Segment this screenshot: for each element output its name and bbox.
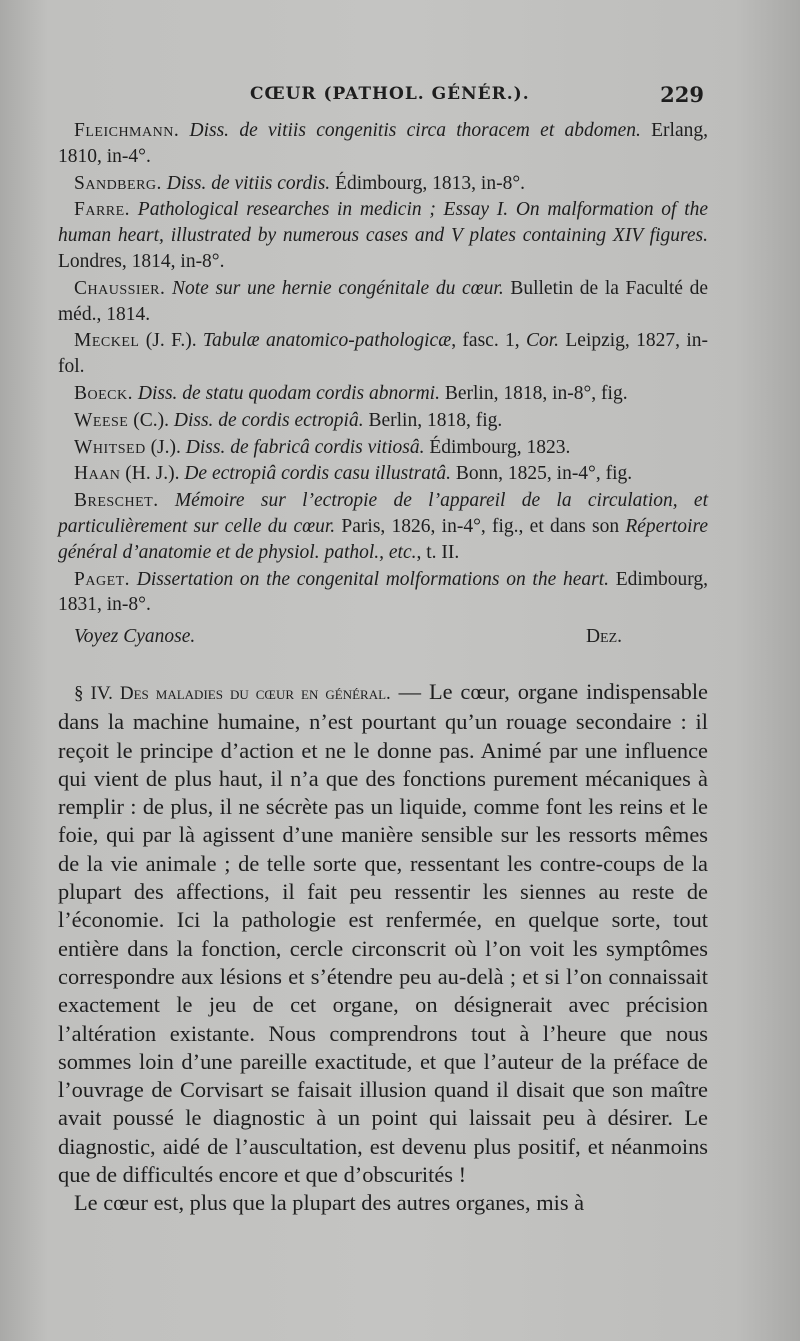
entry-title: Diss. de fabricâ cordis vitiosâ. <box>185 436 425 458</box>
entry-text: Bulletin de la Faculté de méd., 1814. <box>58 277 708 325</box>
entry-author: Chaussier. <box>74 277 166 299</box>
entry-text <box>130 199 138 220</box>
entry-text: Édimbourg, 1813, in-8°. <box>330 172 526 194</box>
entry-text: Leipzig, 1827, in-fol. <box>58 330 708 378</box>
entry-text: Édimbourg, 1823. <box>424 436 571 458</box>
entry-text: Berlin, 1818, fig. <box>363 409 503 431</box>
section-paragraph-2: Le cœur est, plus que la plupart des autres organes, mis à <box>74 1190 585 1216</box>
entry-text <box>179 120 189 141</box>
entry-author: Sandberg. <box>74 172 162 194</box>
section-body <box>58 678 708 1218</box>
entry-title: Cor. <box>525 330 560 352</box>
entry-text: Edimbourg, 1831, in-8°. <box>58 568 709 616</box>
entry-author: Meckel <box>74 330 140 352</box>
bibliography-entry <box>58 435 708 461</box>
entry-text <box>159 490 175 511</box>
page-number: 229 <box>660 82 704 107</box>
bibliography-entry <box>58 461 708 487</box>
see-also: Voyez Cyanose. <box>74 626 196 648</box>
entry-text: , t. II. <box>416 541 460 563</box>
heading-dash: — <box>390 679 429 704</box>
entry-text: Bonn, 1825, in-4°, fig. <box>451 463 633 485</box>
bibliography-list <box>58 118 708 618</box>
entry-text <box>130 569 137 590</box>
entry-author: Fleichmann. <box>74 120 180 141</box>
page-header <box>0 84 800 110</box>
bibliography-entry <box>58 408 708 434</box>
bibliography-entry <box>58 197 708 274</box>
entry-text: (J. F.). <box>139 330 203 352</box>
entry-title: Note sur une hernie congénitale du cœur. <box>171 277 504 299</box>
entry-author: Farre. <box>74 199 131 221</box>
running-head: CŒUR (PATHOL. GÉNÉR.). <box>250 84 530 104</box>
bibliography-entry <box>58 171 708 197</box>
entry-title: Pathological researches in medicin ; Essay I. On malformation of the human heart, illustrated by numerous cases and V plates containing XIV figures. <box>58 199 709 247</box>
signoff-line <box>58 624 708 650</box>
section-heading: § IV. Des maladies du cœur en général. <box>74 683 391 704</box>
entry-title: Dissertation on the congenital molformations on the heart. <box>136 568 610 590</box>
entry-title: Diss. de cordis ectropiâ. <box>173 409 364 431</box>
entry-text <box>165 278 172 299</box>
entry-text: , fasc. 1, <box>451 330 526 352</box>
paragraph-1-text: Le cœur, organe indispensable dans la machine humaine, n’est pourtant qu’un rouage secondaire : il reçoit le principe d’action et ne le donne pas. Animé par une influence qui vient de plus haut, il n’a que des fonctions purement mécaniques à remplir : de plus, il ne sécrète pas un liquide, comme font les reins et le foie, qui par là agissent d’une manière sensible sur les ressorts mêmes de la vie animale ; de telle sorte que, ressentant les contre-coups de la plupart des affections, il fait peu ressentir les siennes au reste de l’économie. Ici la pathologie est renfermée, en quelque sorte, tout entière dans la fonction, cercle circonscrit où l’on voit les symptômes correspondre aux lésions et s’étendre peu au-delà ; et si l’on connaissait exactement le jeu de cet organe, on désignerait avec précision l’altération existante. Nous comprendrons tout à l’heure que nous sommes loin d’une pareille exactitude, et que l’auteur de la préface de l’ouvrage de Corvisart se faisait illusion quand il disait que son maître avait poussé le diagnostic à un point qui laissait peu à désirer. Le diagnostic, aidé de l’auscultation, est devenu plus positif, et néanmoins que de difficultés encore et que d’obscurités ! <box>58 679 708 1188</box>
entry-author: Breschet. <box>74 490 159 512</box>
entry-title: Diss. de statu quodam cordis abnormi. <box>137 382 440 404</box>
entry-title: Tabulæ anatomico-pathologicæ <box>202 330 452 352</box>
section-paragraph-1 <box>58 678 708 1189</box>
bibliography-entry <box>58 567 708 619</box>
entry-text: (H. J.). <box>120 463 185 485</box>
bibliography <box>58 118 708 650</box>
author-signature: Dez. <box>585 626 622 648</box>
entry-title: De ectropiâ cordis casu illustratâ. <box>184 463 452 485</box>
entry-title: Répertoire général d’anatomie et de physiol. pathol., etc. <box>58 515 708 563</box>
bibliography-entry <box>58 381 708 407</box>
bibliography-entry <box>58 276 708 328</box>
entry-title: Mémoire sur l’ectropie de l’appareil de la circulation, et particulièrement sur celle du cœur. <box>58 490 708 537</box>
bibliography-entry <box>58 118 708 170</box>
entry-author: Boeck. <box>74 382 133 404</box>
entry-author: Whitsed <box>74 436 146 458</box>
entry-text: Londres, 1814, in-8°. <box>58 250 225 272</box>
entry-text: Erlang, 1810, in-4°. <box>58 120 709 167</box>
entry-text: (C.). <box>128 409 174 431</box>
entry-author: Weese <box>74 409 129 431</box>
entry-title: Diss. de vitiis cordis. <box>166 172 331 194</box>
bibliography-entry <box>58 328 708 380</box>
entry-author: Haan <box>74 463 121 485</box>
entry-title: Diss. de vitiis congenitis circa thoracem et abdomen. <box>189 120 641 141</box>
entry-text: Berlin, 1818, in-8°, fig. <box>439 382 628 404</box>
bibliography-entry <box>58 488 708 565</box>
entry-text: Paris, 1826, in-4°, fig., et dans son <box>335 515 626 537</box>
entry-author: Paget. <box>74 568 131 590</box>
entry-text: (J.). <box>145 436 186 458</box>
